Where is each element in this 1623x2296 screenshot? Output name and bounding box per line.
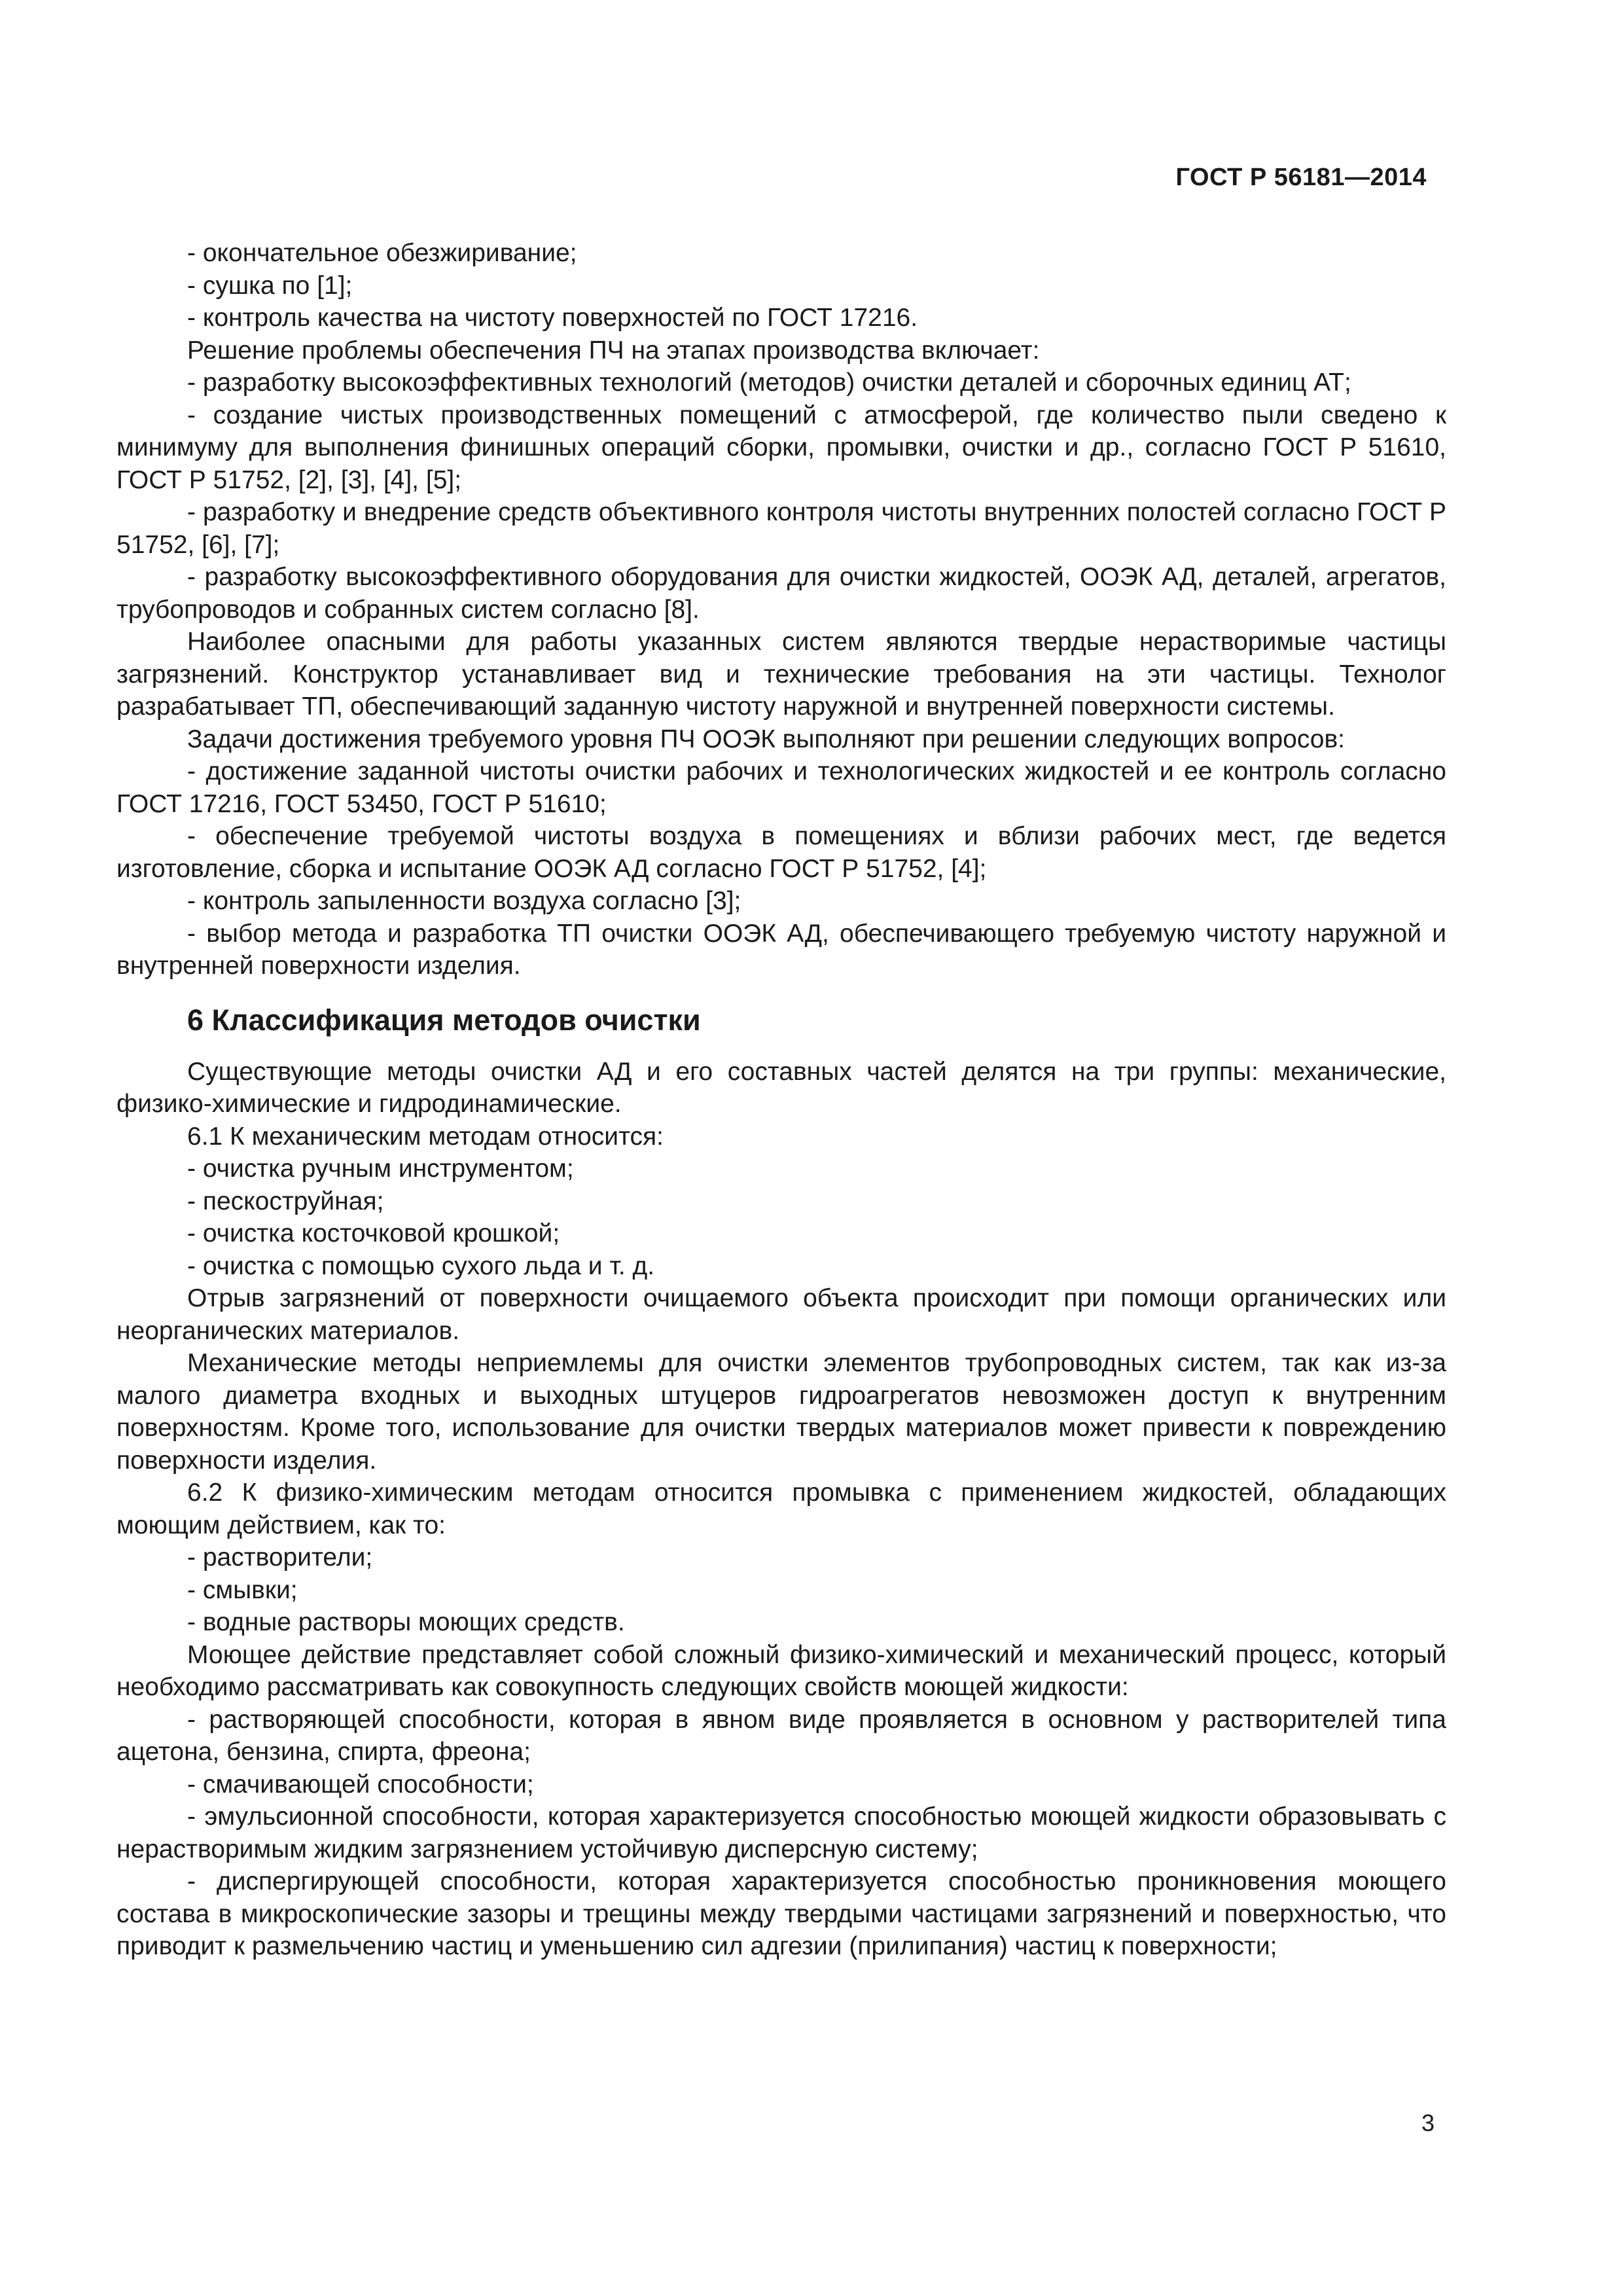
paragraph: - обеспечение требуемой чистоты воздуха в помещениях и вблизи рабочих мест, где ведется изготовление, сборка и испытание ООЭК АД согласно ГОСТ Р 51752, [4]; — [116, 822, 1446, 883]
paragraph: - смачивающей способности; — [187, 1770, 534, 1799]
paragraph: - смывки; — [187, 1575, 298, 1604]
paragraph: - контроль запыленности воздуха согласно [3]; — [187, 887, 741, 915]
paragraph: - растворители; — [187, 1543, 373, 1571]
paragraph: - окончательное обезжиривание; — [187, 239, 577, 267]
paragraph: - очистка косточковой крошкой; — [187, 1219, 560, 1247]
paragraph: - очистка с помощью сухого льда и т. д. — [187, 1251, 655, 1280]
paragraph: - выбор метода и разработка ТП очистки ООЭК АД, обеспечивающего требуемую чистоту наружной и внутренней поверхности изделия. — [116, 919, 1446, 980]
paragraph: - контроль качества на чистоту поверхностей по ГОСТ 17216. — [187, 304, 918, 332]
paragraph: Механические методы неприемлемы для очистки элементов трубопроводных систем, так как из-за малого диаметра входных и выходных штуцеров гидроагрегатов невозможен доступ к внутренним поверхностям. Кроме того, использование для очистки твердых материалов может привести к повреждению поверхности изделия. — [116, 1349, 1446, 1475]
paragraph: - очистка ручным инструментом; — [187, 1155, 574, 1183]
section-heading: 6 Классификация методов очистки — [187, 1003, 701, 1037]
paragraph: - разработку и внедрение средств объективного контроля чистоты внутренних полостей согласно ГОСТ Р 51752, [6], [7]; — [116, 498, 1446, 559]
paragraph: - разработку высокоэффективного оборудования для очистки жидкостей, ООЭК АД, деталей, агрегатов, трубопроводов и собранных систем согласно [8]. — [116, 563, 1446, 624]
paragraph: - пескоструйная; — [187, 1187, 384, 1215]
paragraph: Отрыв загрязнений от поверхности очищаемого объекта происходит при помощи органических или неорганических материалов. — [116, 1284, 1446, 1345]
paragraph: - достижение заданной чистоты очистки рабочих и технологических жидкостей и ее контроль согласно ГОСТ 17216, ГОСТ 53450, ГОСТ Р 51610; — [116, 757, 1446, 818]
paragraph: Существующие методы очистки АД и его составных частей делятся на три группы: механические, физико-химические и гидродинамические. — [116, 1057, 1446, 1118]
paragraph: Наиболее опасными для работы указанных систем являются твердые нерастворимые частицы загрязнений. Конструктор устанавливает вид и технические требования на эти частицы. Технолог разрабатывает ТП, обеспечивающий заданную чистоту наружной и внутренней поверхности системы. — [116, 628, 1446, 721]
paragraph: - водные растворы моющих средств. — [187, 1608, 625, 1636]
standard-id-header: ГОСТ Р 56181—2014 — [1175, 164, 1427, 191]
paragraph: - растворяющей способности, которая в явном виде проявляется в основном у растворителей типа ацетона, бензина, спирта, фреона; — [116, 1705, 1446, 1766]
paragraph: - разработку высокоэффективных технологий (методов) очистки деталей и сборочных единиц АТ; — [187, 368, 1351, 397]
paragraph: - эмульсионной способности, которая характеризуется способностью моющей жидкости образовывать с нерастворимым жидким загрязнением устойчивую дисперсную систему; — [116, 1803, 1446, 1863]
paragraph: 6.1 К механическим методам относится: — [187, 1122, 664, 1151]
paragraph: 6.2 К физико-химическим методам относится промывка с применением жидкостей, обладающих моющим действием, как то: — [116, 1479, 1446, 1539]
paragraph: Моющее действие представляет собой сложный физико-химический и механический процесс, который необходимо рассматривать как совокупность следующих свойств моющей жидкости: — [116, 1640, 1446, 1701]
paragraph: Решение проблемы обеспечения ПЧ на этапах производства включает: — [187, 336, 1040, 365]
paragraph: - диспергирующей способности, которая характеризуется способностью проникновения моющего состава в микроскопические зазоры и трещины между твердыми частицами загрязнений и поверхностью, что приводит к размельчению частиц и уменьшению сил адгезии (прилипания) частиц к поверхности; — [116, 1867, 1446, 1960]
paragraph: - сушка по [1]; — [187, 271, 353, 300]
paragraph: - создание чистых производственных помещений с атмосферой, где количество пыли сведено к минимуму для выполнения финишных операций сборки, промывки, очистки и др., согласно ГОСТ Р 51610, ГОСТ Р 51752, [2], [3], [4], [5]; — [116, 401, 1446, 494]
paragraph: Задачи достижения требуемого уровня ПЧ ООЭК выполняют при решении следующих вопросов: — [187, 725, 1346, 753]
document-body — [116, 237, 1446, 1963]
page-number: 3 — [1421, 2109, 1435, 2136]
